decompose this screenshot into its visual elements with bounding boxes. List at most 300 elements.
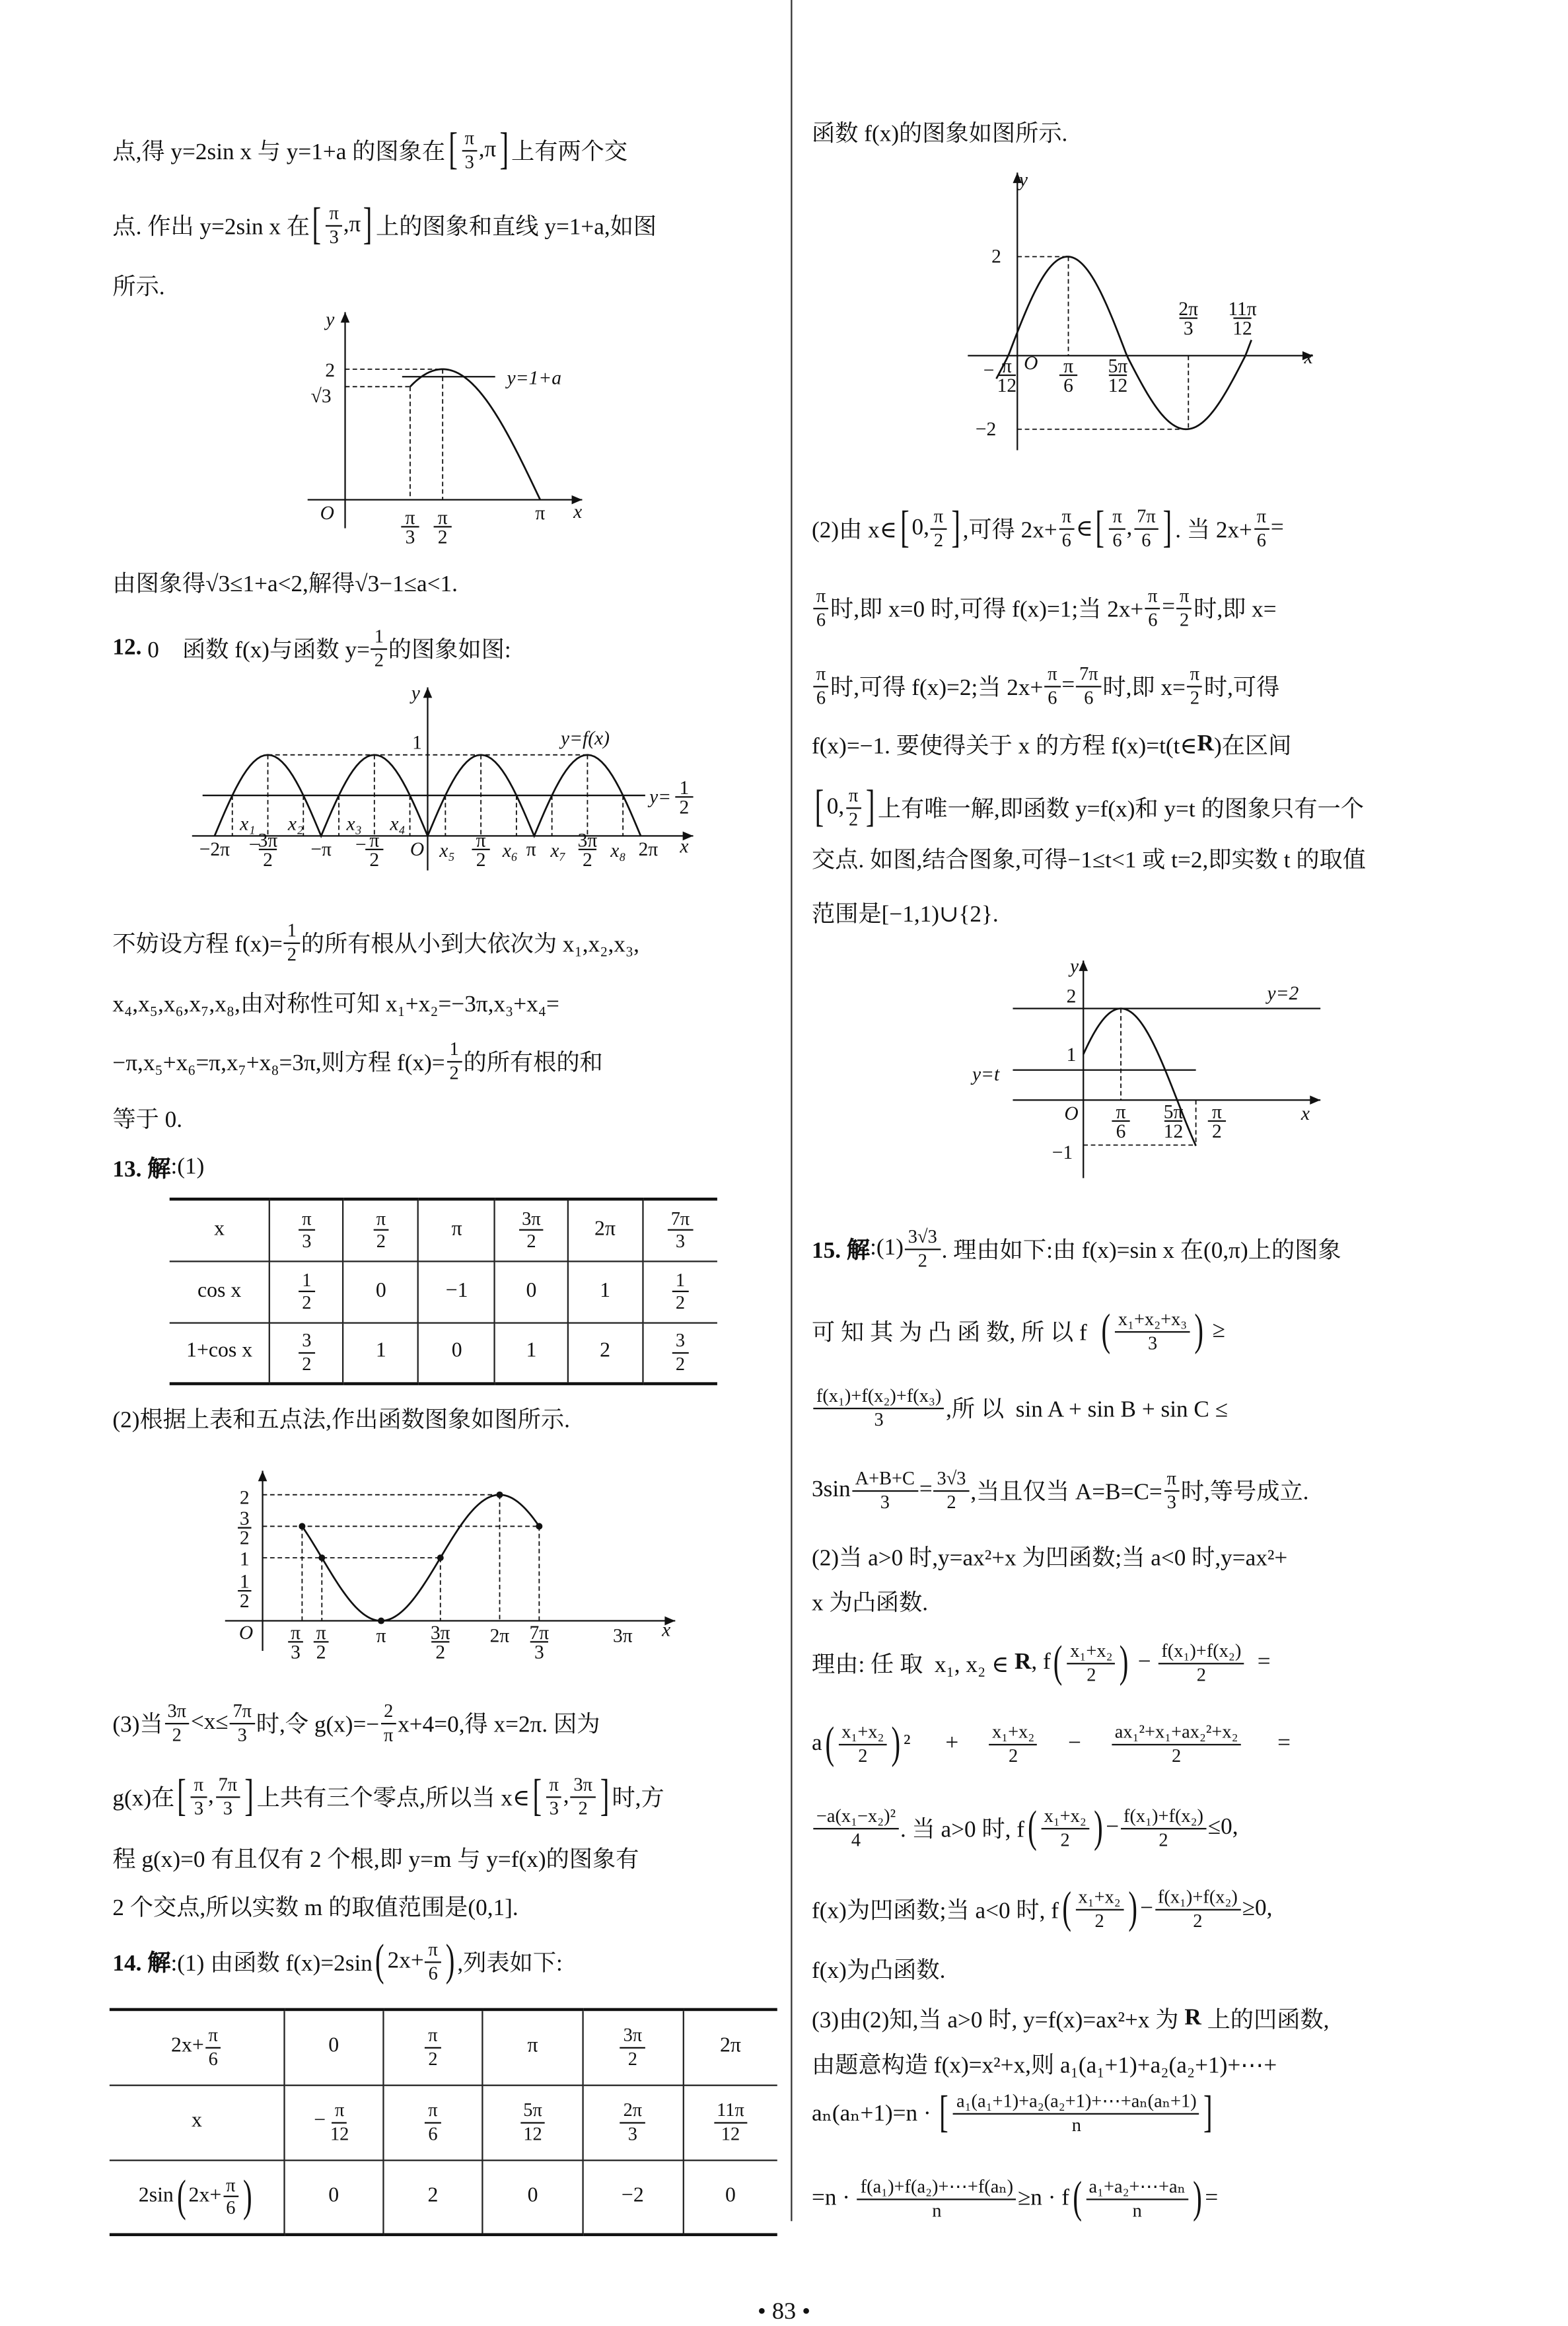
cell-content xyxy=(383,2185,482,2208)
fraction xyxy=(519,1208,544,1253)
denominator: 2 xyxy=(1180,608,1190,630)
large-bracket: ] xyxy=(363,200,373,250)
numerator: x₁+x₂ xyxy=(989,1722,1038,1745)
root-label: x₂ xyxy=(287,813,304,835)
text-run: , xyxy=(1126,515,1133,540)
table-cell xyxy=(285,2160,382,2235)
table-row xyxy=(110,2085,777,2160)
denominator: 2 xyxy=(287,943,297,964)
graph-2sin-2x-pi6 xyxy=(960,165,1320,480)
large-bracket: ] xyxy=(1163,503,1172,553)
text-run: :(1) 由函数 f(x)=2sin xyxy=(170,1951,373,1977)
tick-neg-pi-12-numerator: π xyxy=(1001,355,1012,377)
origin-label: O xyxy=(410,838,425,860)
origin-label: O xyxy=(1064,1103,1079,1124)
denominator: 3 xyxy=(194,1797,204,1819)
numerator: 3π xyxy=(519,1208,544,1231)
numerator: π xyxy=(373,1208,388,1231)
x-axis-label: x xyxy=(680,836,689,857)
text-line xyxy=(812,1301,1225,1362)
data-point xyxy=(378,1618,384,1624)
text-run: π xyxy=(527,2035,538,2058)
table-cell xyxy=(683,2085,777,2160)
numerator: π xyxy=(1045,663,1060,686)
denominator: 2 xyxy=(1060,1829,1070,1850)
tick-sqrt3: √3 xyxy=(310,385,332,407)
numerator: a₁(a₁+1)+a₂(a₂+1)+⋯+aₙ(aₙ+1) xyxy=(953,2091,1199,2114)
graph-f-and-y-equals-t xyxy=(953,945,1328,1178)
column-divider xyxy=(791,0,792,2221)
table-cell xyxy=(643,1322,717,1383)
numerator: π xyxy=(425,2100,441,2123)
fraction xyxy=(989,1722,1038,1766)
denominator: 3 xyxy=(302,1231,312,1253)
numerator: π xyxy=(1176,585,1192,608)
tick-pi-2-numerator: π xyxy=(316,1622,326,1644)
table-cell xyxy=(495,1260,568,1322)
numerator: π xyxy=(1059,506,1074,529)
y-axis-label: y xyxy=(411,682,420,704)
cell-content xyxy=(344,1340,417,1364)
text-run: , f xyxy=(1031,1649,1051,1675)
x-axis-arrow-icon xyxy=(1310,1095,1320,1105)
text-line xyxy=(112,1031,602,1091)
denominator: 2 xyxy=(917,1249,927,1271)
text-run: 1+cos x xyxy=(186,1340,253,1363)
text-run: 2π xyxy=(594,1218,616,1241)
text-run: ,当且仅当 A=B=C= xyxy=(970,1479,1162,1506)
large-bracket: ) xyxy=(891,1718,901,1768)
line-label-frac-denominator: 2 xyxy=(679,797,690,818)
tick-2pi-3-denominator: 3 xyxy=(1183,318,1194,340)
text-run: (2)当 a>0 时,y=ax²+x 为凹函数;当 a<0 时,y=ax²+ xyxy=(812,1545,1288,1572)
table-cell xyxy=(483,2160,582,2235)
fraction xyxy=(215,1774,240,1819)
tick-3pi-2-denominator: 2 xyxy=(435,1642,446,1663)
text-run: 0, xyxy=(826,793,845,820)
tick-7pi-3-denominator: 3 xyxy=(534,1642,544,1663)
text-run: 上的凹函数, xyxy=(1201,2008,1330,2034)
cell-content xyxy=(271,1330,343,1375)
origin-label: O xyxy=(1024,352,1038,374)
fraction xyxy=(1112,1722,1241,1766)
text-run: . 当 a>0 时, f xyxy=(900,1817,1025,1843)
numerator: 2π xyxy=(620,2100,645,2123)
text-run: 2 xyxy=(600,1340,611,1363)
table-cell xyxy=(170,1199,270,1260)
denominator: 2 xyxy=(849,808,859,830)
cell-content xyxy=(496,1280,567,1303)
large-bracket: ( xyxy=(375,1936,385,1986)
fraction xyxy=(520,2100,546,2145)
table-cell xyxy=(419,1260,495,1322)
bold-label: 15. 解 xyxy=(812,1238,871,1264)
text-line xyxy=(112,552,458,612)
text-line xyxy=(812,1460,1308,1520)
fraction xyxy=(905,1226,940,1271)
cell-content xyxy=(170,1280,269,1303)
table-cell xyxy=(495,1199,568,1260)
fraction xyxy=(672,1330,688,1375)
text-run: −1 xyxy=(445,1279,468,1302)
large-bracket: [ xyxy=(448,124,458,174)
tick-2pi: 2π xyxy=(489,1625,510,1647)
text-run: = xyxy=(1246,1649,1271,1675)
large-bracket: [ xyxy=(940,2088,949,2138)
cell-content xyxy=(344,1208,417,1253)
minus-sign: − xyxy=(355,834,367,856)
bold-label: R xyxy=(1014,1649,1032,1675)
denominator: n xyxy=(1132,2199,1142,2221)
text-run: ,π xyxy=(478,136,497,163)
text-run: (3)当 xyxy=(112,1712,163,1738)
tick-2: 2 xyxy=(1066,986,1077,1007)
text-run: :(1) xyxy=(170,1154,205,1180)
denominator: 2 xyxy=(302,1353,312,1375)
numerator: x₁+x₂ xyxy=(1075,1887,1123,1910)
fraction xyxy=(1158,1640,1244,1685)
denominator: 2 xyxy=(578,1797,588,1819)
fraction xyxy=(446,1038,462,1083)
fraction xyxy=(845,785,861,830)
text-line xyxy=(812,2083,1216,2143)
numerator: 3 xyxy=(672,1330,688,1354)
numerator: a₁+a₂+⋯+aₙ xyxy=(1086,2176,1188,2199)
denominator: 2 xyxy=(675,1353,686,1375)
y-axis-label: y xyxy=(1070,956,1079,978)
denominator: 3 xyxy=(237,1724,247,1745)
text-run: 的图象如图: xyxy=(388,637,511,664)
table-row xyxy=(170,1260,717,1322)
text-run: 等于 0. xyxy=(112,1107,183,1134)
text-run: 范围是[−1,1)∪{2}. xyxy=(812,902,999,927)
tick-3-2-denominator: 2 xyxy=(239,1527,250,1549)
minus-sign: − xyxy=(983,360,995,382)
text-run: ² + xyxy=(903,1730,988,1757)
table-cell xyxy=(343,1199,419,1260)
tick-2: 2 xyxy=(325,360,336,382)
large-bracket: [ xyxy=(900,503,909,553)
numerator: 3√3 xyxy=(905,1226,940,1249)
y-axis-arrow-icon xyxy=(1079,961,1088,971)
text-run: − xyxy=(314,2110,326,2133)
text-run: − xyxy=(1106,1814,1120,1840)
denominator: 2 xyxy=(1158,1829,1168,1850)
cell-content xyxy=(344,1280,417,1303)
numerator: π xyxy=(332,2100,347,2123)
denominator: 2 xyxy=(1196,1663,1206,1685)
large-bracket: ) xyxy=(445,1936,454,1986)
text-run: f(x)为凹函数;当 a<0 时, f xyxy=(812,1898,1059,1924)
numerator: 2 xyxy=(381,1700,396,1724)
denominator: 2 xyxy=(1190,686,1200,708)
numerator: 7π xyxy=(668,1208,693,1231)
text-line xyxy=(812,1219,1341,1279)
text-run: cos x xyxy=(197,1279,242,1302)
table-row xyxy=(170,1322,717,1383)
text-run: x+4=0,得 x=2π. 因为 xyxy=(398,1712,600,1738)
tick-5pi-12-numerator: 5π xyxy=(1163,1101,1184,1123)
numerator: 7π xyxy=(230,1700,255,1724)
text-line xyxy=(112,120,627,180)
denominator: 3 xyxy=(627,2123,637,2144)
numerator: 3π xyxy=(164,1700,190,1724)
text-run: 所示. xyxy=(112,274,165,301)
cell-content xyxy=(568,1218,641,1242)
y-axis-label: y xyxy=(1018,169,1028,191)
text-run: 0 函数 f(x)与函数 y= xyxy=(141,637,370,664)
table-row xyxy=(170,1199,717,1260)
fraction xyxy=(373,1208,388,1253)
numerator: π xyxy=(425,2025,441,2049)
numerator: π xyxy=(425,1939,441,1962)
cell-content xyxy=(271,1208,343,1253)
large-bracket: ( xyxy=(176,2171,186,2221)
numerator: f(x₁)+f(x₂) xyxy=(1155,1887,1240,1910)
text-run: = xyxy=(919,1476,933,1503)
numerator: π xyxy=(1145,585,1160,608)
fraction xyxy=(668,1208,693,1253)
cell-content xyxy=(496,1340,567,1364)
bold-label: 13. 解 xyxy=(112,1157,171,1183)
table-q14-values xyxy=(110,2008,777,2236)
cell-content xyxy=(583,2185,682,2208)
tick-2: 2 xyxy=(239,1487,250,1509)
fraction xyxy=(852,1468,918,1513)
tick-1: 1 xyxy=(239,1548,250,1570)
numerator: 1 xyxy=(284,920,299,943)
denominator: 2 xyxy=(675,1292,686,1313)
text-run: 时,方 xyxy=(612,1786,664,1812)
text-run: f(x)=−1. 要使得关于 x 的方程 f(x)=t(t∈ xyxy=(812,733,1197,760)
denominator: 12 xyxy=(721,2123,740,2144)
denominator: 6 xyxy=(428,2123,438,2144)
origin-label: O xyxy=(238,1622,254,1644)
data-point xyxy=(536,1523,542,1529)
large-bracket: [ xyxy=(1096,503,1106,553)
tick-pi-2-denominator: 2 xyxy=(437,527,448,548)
table-cell xyxy=(419,1199,495,1260)
text-run: 上的图象和直线 y=1+a,如图 xyxy=(376,214,657,240)
tick-5pi-12-denominator: 12 xyxy=(1163,1121,1184,1143)
fraction xyxy=(326,203,341,248)
fraction xyxy=(1075,1887,1123,1932)
numerator: π xyxy=(205,2025,221,2049)
tick-neg-3pi-2-numerator: 3π xyxy=(258,830,278,852)
fraction xyxy=(953,2091,1199,2136)
numerator: π xyxy=(813,585,828,608)
large-bracket: ) xyxy=(1193,2173,1202,2223)
numerator: π xyxy=(1254,506,1269,529)
large-bracket: ] xyxy=(244,1770,254,1821)
denominator: 2 xyxy=(1193,1909,1203,1931)
tick-pi-2-denominator: 2 xyxy=(1212,1121,1222,1143)
cell-content xyxy=(110,2025,284,2070)
text-run: π xyxy=(451,1218,462,1241)
cell-content xyxy=(496,1208,567,1253)
numerator: 3π xyxy=(571,1774,596,1798)
text-line xyxy=(812,883,999,943)
cell-content xyxy=(484,2185,582,2208)
numerator: −a(x₁−x₂)² xyxy=(813,1805,898,1829)
text-line xyxy=(812,1633,1271,1693)
line-label: y= xyxy=(649,786,672,808)
cell-content xyxy=(643,1330,717,1375)
denominator: 2 xyxy=(1094,1909,1104,1931)
text-run: 2x+ xyxy=(188,2185,222,2208)
text-run: = xyxy=(1270,515,1284,540)
numerator: 7π xyxy=(1134,506,1159,529)
text-run: =n · xyxy=(812,2185,856,2211)
text-run: 2sin xyxy=(138,2185,174,2208)
text-run: 时,等号成立. xyxy=(1180,1479,1309,1506)
large-bracket: ( xyxy=(1072,2173,1082,2223)
x-axis-label: x xyxy=(1301,1103,1310,1124)
sine-curve xyxy=(996,257,1251,429)
text-run: 交点. 如图,结合图象,可得−1≤t<1 或 t=2,即实数 t 的取值 xyxy=(812,848,1366,874)
cell-content xyxy=(568,1280,641,1303)
fraction xyxy=(223,2175,238,2220)
tick-2pi: 2π xyxy=(638,838,659,860)
root-label: x₈ xyxy=(610,840,626,862)
cell-content xyxy=(568,1340,641,1364)
denominator: 2 xyxy=(428,2048,438,2070)
fraction xyxy=(1176,585,1192,630)
table-cell xyxy=(343,1322,419,1383)
text-line xyxy=(812,656,1279,716)
curve-label: y=f(x) xyxy=(561,727,610,749)
fraction xyxy=(672,1269,688,1314)
text-run: = xyxy=(1242,1730,1291,1757)
tick-3pi-2-numerator: 3π xyxy=(430,1622,450,1644)
text-line xyxy=(112,618,511,678)
fraction xyxy=(1155,1887,1240,1932)
fraction xyxy=(1059,506,1074,551)
tick-pi-2-denominator: 2 xyxy=(316,1642,326,1663)
denominator: 2 xyxy=(374,649,384,671)
denominator: 6 xyxy=(428,1962,438,1984)
large-bracket: ) xyxy=(1128,1883,1137,1934)
root-label: x₁ xyxy=(240,813,256,835)
tick-1: 1 xyxy=(1066,1044,1077,1066)
tick-1: 1 xyxy=(412,732,422,754)
text-line xyxy=(112,195,657,255)
numerator: 7π xyxy=(1077,663,1102,686)
table-cell xyxy=(170,1322,270,1383)
cell-content xyxy=(110,2110,284,2134)
cell-content xyxy=(285,2185,382,2208)
fraction xyxy=(327,2100,351,2145)
tick-pi-2-numerator: π xyxy=(1211,1101,1222,1123)
numerator: x₁+x₂ xyxy=(839,1722,887,1745)
numerator: π xyxy=(931,506,946,529)
text-run: x₄,x₅,x₆,x₇,x₈,由对称性可知 x₁+x₂=−3π,x₃+x₄= xyxy=(112,992,559,1018)
numerator: 11π xyxy=(714,2100,748,2123)
fraction xyxy=(934,1468,969,1513)
text-run: , xyxy=(563,1782,569,1809)
fraction xyxy=(299,1330,314,1375)
table-cell xyxy=(110,2160,285,2235)
text-line xyxy=(812,1714,1291,1774)
text-run: . 当 2x+ xyxy=(1175,517,1252,544)
large-bracket: ) xyxy=(242,2171,252,2221)
text-run: 时,可得 xyxy=(1203,675,1280,701)
text-run: 1 xyxy=(375,1340,386,1363)
denominator: 6 xyxy=(1148,608,1158,630)
text-run: ∈ xyxy=(1075,515,1093,541)
tick-neg-pi: −π xyxy=(310,838,332,860)
tick-pi-6-numerator: π xyxy=(1063,355,1073,377)
table-cell xyxy=(110,2010,285,2085)
denominator: 2 xyxy=(526,1231,536,1253)
tick-pi-6-denominator: 6 xyxy=(1063,375,1073,396)
text-run: 上有唯一解,即函数 y=f(x)和 y=t 的图象只有一个 xyxy=(877,797,1364,822)
tick-pi-3-denominator: 3 xyxy=(405,527,415,548)
denominator: 3 xyxy=(464,151,474,172)
y-axis-arrow-icon xyxy=(423,687,433,698)
table-cell xyxy=(382,2160,483,2235)
denominator: n xyxy=(932,2199,942,2221)
text-run: 0 xyxy=(375,1279,386,1302)
text-line xyxy=(112,1766,664,1827)
fraction xyxy=(813,663,828,708)
tick-neg-2: −2 xyxy=(975,418,997,440)
fraction xyxy=(1077,663,1102,708)
large-bracket: ] xyxy=(499,124,509,174)
denominator: 2 xyxy=(627,2048,637,2070)
tick-pi-6-numerator: π xyxy=(1116,1101,1126,1123)
denominator: π xyxy=(384,1724,394,1745)
text-run: aₙ(aₙ+1)=n · xyxy=(812,2100,937,2126)
table-cell xyxy=(270,1199,343,1260)
text-run: 由题意构造 f(x)=x²+x,则 a₁(a₁+1)+a₂(a₂+1)+⋯+ xyxy=(812,2053,1277,2079)
text-run: , xyxy=(207,1782,214,1809)
text-line xyxy=(812,1879,1272,1939)
numerator: 3√3 xyxy=(934,1468,969,1491)
text-line xyxy=(812,102,1067,162)
denominator: n xyxy=(1071,2113,1081,2135)
fraction xyxy=(205,2025,221,2070)
large-bracket: ) xyxy=(1094,1802,1103,1852)
tick-3pi-2-denominator: 2 xyxy=(583,849,592,871)
text-run: (2)根据上表和五点法,作出函数图象如图所示. xyxy=(112,1407,570,1434)
numerator: π xyxy=(813,663,828,686)
tick-pi-2-numerator: π xyxy=(476,830,486,852)
table-cell xyxy=(483,2010,582,2085)
text-line xyxy=(112,1138,204,1198)
text-run: 时,即 x=0 时,可得 f(x)=1;当 2x+ xyxy=(830,597,1144,623)
cell-content xyxy=(170,1218,269,1242)
cell-content xyxy=(285,2100,382,2145)
numerator: f(x₁)+f(x₂) xyxy=(1158,1640,1244,1663)
tick-5pi-12-denominator: 12 xyxy=(1108,375,1128,396)
tick-pi-6-denominator: 6 xyxy=(1116,1121,1126,1143)
cell-content xyxy=(170,1340,269,1364)
table-cell xyxy=(583,2160,683,2235)
denominator: 6 xyxy=(1141,528,1151,550)
numerator: x₁+x₂+x₃ xyxy=(1115,1309,1190,1332)
tick-3pi-2-numerator: 3π xyxy=(577,830,598,852)
numerator: f(a₁)+f(a₂)+⋯+f(aₙ) xyxy=(857,2176,1016,2199)
cell-content xyxy=(684,2035,777,2059)
table-cell xyxy=(483,2085,582,2160)
table-cell xyxy=(270,1322,343,1383)
numerator: π xyxy=(1187,663,1202,686)
table-cell xyxy=(285,2010,382,2085)
tick-1-2-numerator: 1 xyxy=(239,1571,250,1593)
numerator: 1 xyxy=(371,626,386,649)
numerator: π xyxy=(299,1208,314,1231)
